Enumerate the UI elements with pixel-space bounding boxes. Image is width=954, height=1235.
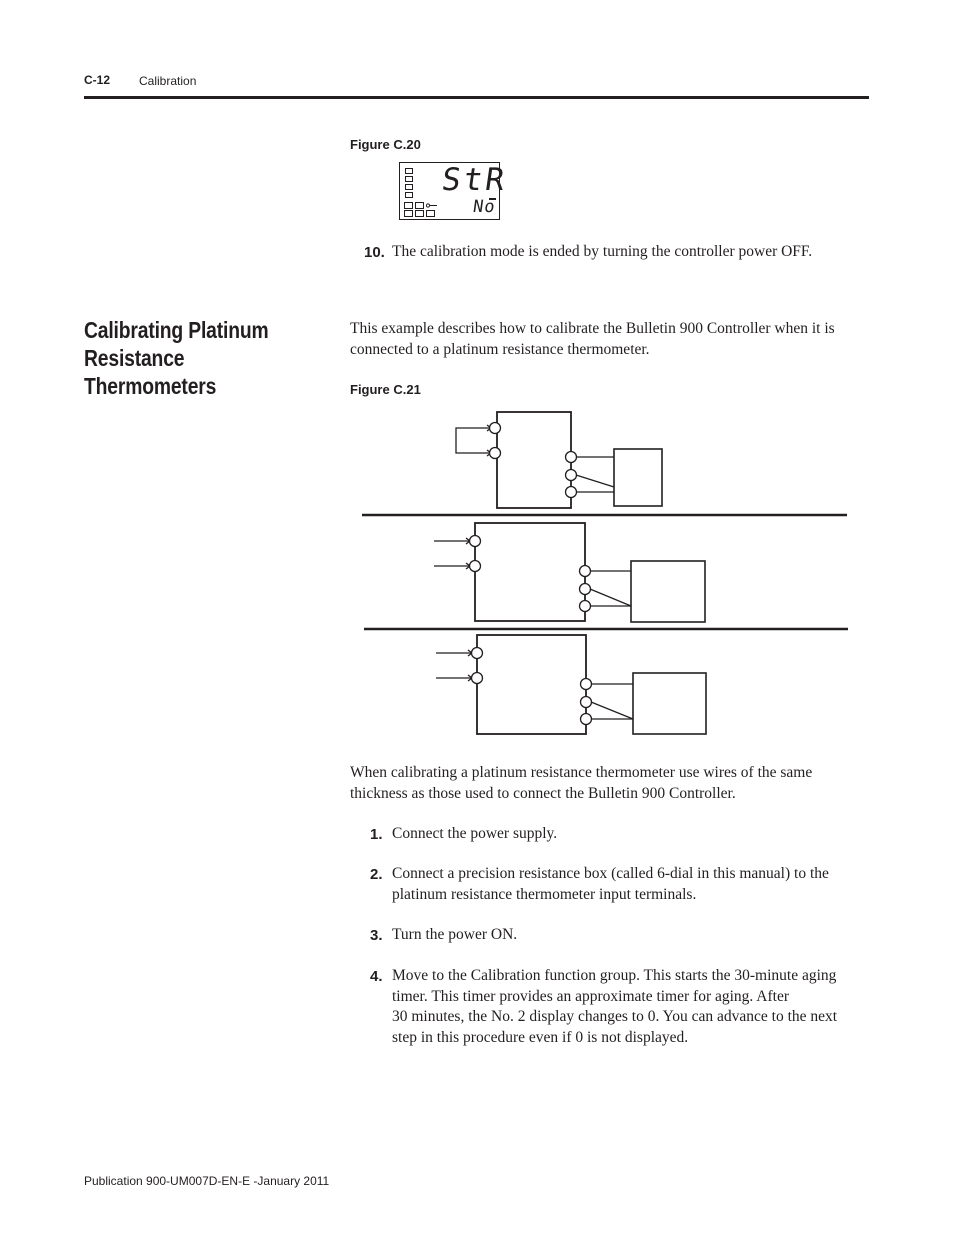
step-number: 3. bbox=[370, 927, 383, 944]
step-line: 30 minutes, the No. 2 display changes to 0. You can advance to the next bbox=[392, 1008, 838, 1025]
step-line: Connect the power supply. bbox=[392, 825, 558, 842]
figure-c21-label: Figure C.21 bbox=[350, 382, 421, 397]
resistance-box bbox=[614, 449, 662, 506]
paragraph-line: connected to a platinum resistance thermometer. bbox=[350, 340, 650, 358]
display-no1-value: StR bbox=[439, 162, 510, 198]
rtd-terminal bbox=[580, 601, 591, 612]
step-text bbox=[392, 966, 837, 1048]
input-terminal bbox=[470, 561, 481, 572]
controller-terminal-block bbox=[475, 523, 585, 621]
input-terminal bbox=[472, 648, 483, 659]
resistance-box bbox=[633, 673, 706, 734]
step-number: 1. bbox=[370, 826, 383, 843]
publication-footer: Publication 900-UM007D-EN-E -January 2011 bbox=[84, 1174, 330, 1188]
rtd-terminal bbox=[566, 487, 577, 498]
controller-terminal-block bbox=[497, 412, 571, 508]
step-number: 2. bbox=[370, 866, 383, 883]
input-terminal bbox=[490, 448, 501, 459]
rtd-terminal bbox=[581, 697, 592, 708]
wiring-note-paragraph bbox=[350, 763, 812, 804]
input-terminal bbox=[490, 423, 501, 434]
rtd-terminal bbox=[580, 584, 591, 595]
resistance-box bbox=[631, 561, 705, 622]
step-line: step in this procedure even if 0 is not displayed. bbox=[392, 1028, 689, 1046]
figure-c20-label: Figure C.20 bbox=[350, 137, 421, 152]
step-text bbox=[392, 925, 517, 946]
display-no2-value: No bbox=[471, 197, 497, 217]
paragraph-line: This example describes how to calibrate the Bulletin 900 Controller when it is bbox=[350, 320, 835, 337]
running-header-title: Calibration bbox=[139, 74, 197, 88]
rtd-terminal bbox=[566, 452, 577, 463]
step-text bbox=[392, 824, 557, 845]
paragraph-line: When calibrating a platinum resistance thermometer use wires of the same bbox=[350, 764, 813, 781]
input-terminal bbox=[470, 536, 481, 547]
page-number: C-12 bbox=[84, 73, 111, 87]
step-line: Move to the Calibration function group. This starts the 30-minute aging bbox=[392, 967, 837, 984]
step-number: 4. bbox=[370, 968, 383, 985]
step-text bbox=[392, 864, 829, 905]
step-text: The calibration mode is ended by turning the controller power OFF. bbox=[392, 243, 813, 260]
rtd-terminal bbox=[566, 470, 577, 481]
step-line: Connect a precision resistance box (called 6-dial in this manual) to the bbox=[392, 865, 829, 882]
input-terminal bbox=[472, 673, 483, 684]
jumper-wire bbox=[456, 428, 491, 453]
controller-terminal-block bbox=[477, 635, 586, 734]
step-number: 10. bbox=[364, 244, 385, 261]
section-heading-line: Resistance Thermometers bbox=[84, 345, 217, 399]
paragraph-line: thickness as those used to connect the Bulletin 900 Controller. bbox=[350, 784, 736, 802]
rtd-terminal bbox=[580, 566, 591, 577]
section-heading-line: Calibrating Platinum bbox=[84, 317, 269, 343]
step-line: platinum resistance thermometer input terminals. bbox=[392, 885, 697, 903]
step-line: timer. This timer provides an approximate timer for aging. After bbox=[392, 987, 790, 1005]
rtd-terminal bbox=[581, 714, 592, 725]
step-line: Turn the power ON. bbox=[392, 926, 518, 943]
rtd-terminal bbox=[581, 679, 592, 690]
